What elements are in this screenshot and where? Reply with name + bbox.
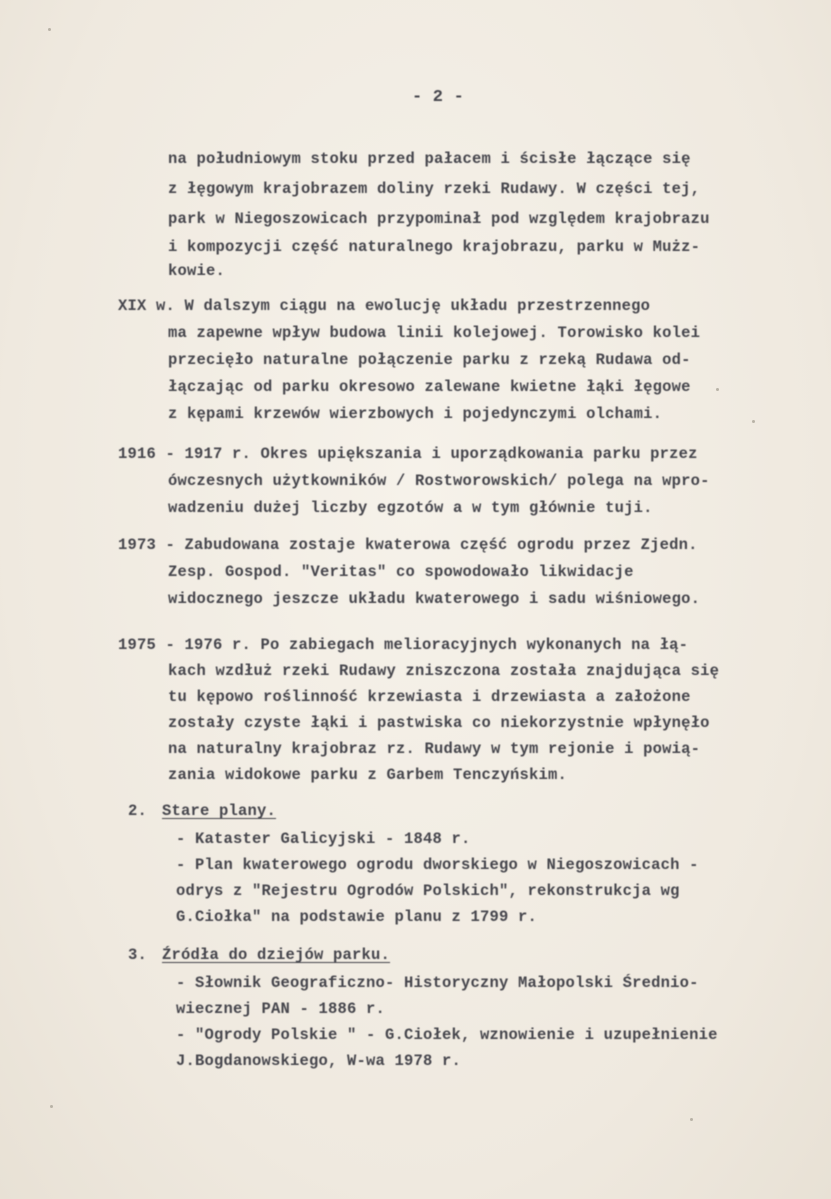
text-line: 1973 - Zabudowana zostaje kwaterowa część ogrodu przez Zjedn.	[118, 536, 698, 554]
section-heading: Źródła do dziejów parku.	[162, 946, 391, 964]
text-line: łączając od parku okresowo zalewane kwietne łąki łęgowe	[168, 378, 691, 396]
list-item: - Plan kwaterowego ogrodu dworskiego w Niegoszowicach -	[176, 856, 699, 874]
text-line: wadzeniu dużej liczby egzotów a w tym głównie tuji.	[168, 499, 653, 517]
text-line: kach wzdłuż rzeki Rudawy zniszczona została znajdująca się	[168, 662, 720, 680]
text-line: kowie.	[168, 262, 226, 280]
text-line: z kępami krzewów wierzbowych i pojedynczymi olchami.	[168, 405, 663, 423]
text-line: przecięło naturalne połączenie parku z rzeką Rudawa od-	[168, 351, 691, 369]
list-item: G.Ciołka" na podstawie planu z 1799 r.	[176, 908, 538, 926]
text-line: na południowym stoku przed pałacem i ścisłe łączące się	[168, 150, 691, 168]
list-item: wiecznej PAN - 1886 r.	[176, 1000, 386, 1018]
text-line: zostały czyste łąki i pastwiska co niekorzystnie wpłynęło	[168, 714, 710, 732]
list-item: J.Bogdanowskiego, W-wa 1978 r.	[176, 1052, 462, 1070]
text-line: i kompozycji część naturalnego krajobrazu, parku w Mużz-	[168, 238, 701, 256]
text-line: Zesp. Gospod. "Veritas" co spowodowało likwidacje	[168, 563, 634, 581]
text-line: ma zapewne wpływ budowa linii kolejowej. Torowisko kolei	[168, 324, 701, 342]
list-item: odrys z "Rejestru Ogrodów Polskich", rekonstrukcja wg	[176, 882, 680, 900]
text-line: tu kępowo roślinność krzewiasta i drzewiasta a założone	[168, 688, 691, 706]
text-line: 1916 - 1917 r. Okres upiększania i uporządkowania parku przez	[118, 445, 698, 463]
section-number: 2.	[128, 802, 148, 820]
page-number: - 2 -	[412, 88, 465, 107]
text-line: zania widokowe parku z Garbem Tenczyńskim.	[168, 766, 568, 784]
section-heading: Stare plany.	[162, 802, 277, 820]
text-line: ówczesnych użytkowników / Rostworowskich/ polega na wpro-	[168, 472, 710, 490]
list-item: - "Ogrody Polskie " - G.Ciołek, wznowienie i uzupełnienie	[176, 1026, 718, 1044]
section-number: 3.	[128, 946, 148, 964]
list-item: - Kataster Galicyjski - 1848 r.	[176, 830, 471, 848]
text-line: park w Niegoszowicach przypominał pod względem krajobrazu	[168, 210, 710, 228]
text-line: na naturalny krajobraz rz. Rudawy w tym rejonie i powią-	[168, 740, 701, 758]
text-line: XIX w. W dalszym ciągu na ewolucję układu przestrzennego	[118, 297, 651, 315]
text-line: z łęgowym krajobrazem doliny rzeki Rudawy. W części tej,	[168, 180, 701, 198]
list-item: - Słownik Geograficzno- Historyczny Małopolski Średnio-	[176, 974, 699, 992]
text-line: widocznego jeszcze układu kwaterowego i sadu wiśniowego.	[168, 590, 701, 608]
text-line: 1975 - 1976 r. Po zabiegach melioracyjnych wykonanych na łą-	[118, 636, 689, 654]
